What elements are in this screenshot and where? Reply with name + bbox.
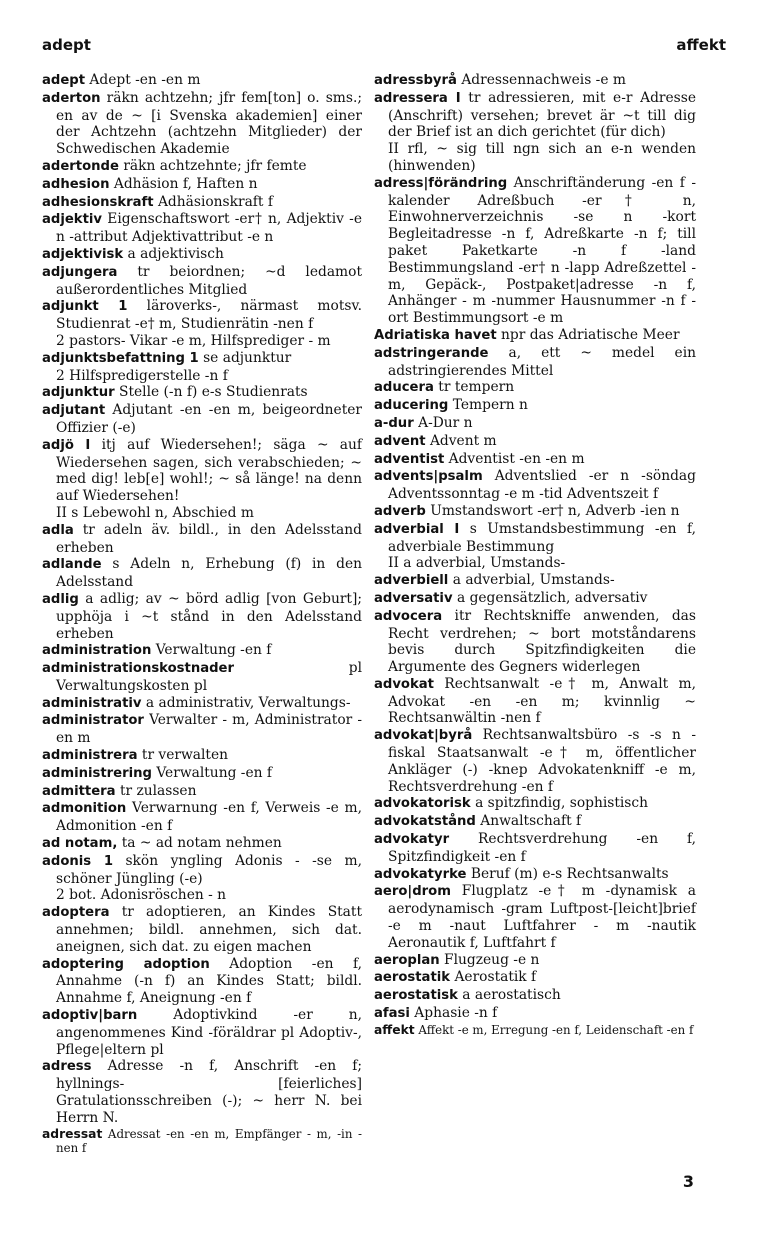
entry-headword: aducering (374, 398, 449, 414)
dictionary-entry (42, 1007, 362, 1058)
entry-headword: adertonde (42, 158, 119, 174)
entry-definition: itj auf Wiedersehen!; säga ~ auf Wiedersehen sagen, sich verabschieden; ~ med dig! leb[e] wohl!; ~ så länge! na denn auf Wiedersehen! (56, 436, 363, 505)
entry-definition: Verwaltung -en f (156, 764, 273, 781)
entry-definition: tr zulassen (119, 782, 197, 799)
dictionary-entry (42, 904, 362, 955)
entry-headword: aducera (374, 380, 434, 396)
dictionary-entry (374, 831, 696, 866)
entry-headword: administration (42, 643, 152, 659)
entry-headword: aeroplan (374, 952, 440, 968)
entry-headword: adonis 1 (42, 853, 113, 869)
dictionary-entry (374, 608, 696, 676)
entry-definition: Rechtsanwaltsbüro -s -s n -fiskal Staatsanwalt -e† m, öffentlicher Ankläger (-) -knep Advokatenkniff -e m, Rechtsverdrehung -en f (388, 727, 697, 795)
entry-headword: administrering (42, 765, 152, 781)
entry-definition: Adjutant -en -en m, beigeordneter Offizier (-e) (56, 402, 362, 436)
entry-definition: 2 Hilfspredigerstelle -n f (56, 367, 228, 384)
entry-definition: skön yngling Adonis - -se m, schöner Jüngling (-e) (56, 852, 362, 887)
entry-definition: Verwalter - m, Administrator -en m (56, 712, 362, 747)
entry-definition: a adjektivisch (127, 245, 224, 262)
dictionary-entry (374, 521, 696, 556)
entry-headword: affekt (374, 1022, 415, 1037)
entry-definition: 2 pastors- Vikar -e m, Hilfsprediger - m (56, 332, 331, 349)
entry-definition: Adventslied -er n -söndag Adventssonntag -e m -tid Adventszeit f (388, 468, 696, 503)
entry-headword: adlande (42, 557, 102, 573)
entry-headword: aerostatik (374, 970, 451, 986)
entry-definition: Verwarnung -en f, Verweis -e m, Admonition -en f (56, 800, 363, 835)
dictionary-entry (42, 1127, 362, 1155)
entry-definition: itr Rechtskniffe anwenden, das Recht verdrehen; ~ bort motståndarens bevis durch Spitzfindigkeiten die Argumente des Gegners widerlegen (388, 607, 696, 676)
entry-headword: adla (42, 522, 74, 538)
entry-definition: ta ~ ad notam nehmen (121, 835, 282, 852)
entry-definition: II s Lebewohl n, Abschied m (56, 504, 254, 521)
dictionary-entry (42, 853, 362, 888)
entry-definition: tr adoptieren, an Kindes Statt annehmen; bildl. annehmen, sich dat. aneignen, sich dat. zu eigen machen (56, 904, 362, 955)
entry-headword: adept (42, 73, 86, 88)
entry-definition: A-Dur n (418, 414, 473, 431)
dictionary-entry (374, 451, 696, 469)
entry-headword: adhesionskraft (42, 194, 154, 210)
dictionary-entry (374, 175, 696, 327)
dictionary-entry (42, 402, 362, 437)
entry-headword: administrativ (42, 695, 142, 711)
entry-definition: s Umstandsbestimmung -en f, adverbiale Bestimmung (388, 520, 696, 555)
entry-definition: Adept -en -en m (89, 72, 201, 88)
page-header (42, 36, 726, 60)
entry-headword: adress|förändring (374, 175, 508, 191)
entry-headword: advokat|byrå (374, 728, 473, 744)
entry-headword: adlig (42, 591, 79, 607)
entry-definition: s Adeln n, Erhebung (f) in den Adelsstand (56, 556, 362, 591)
entry-headword: adjutant (42, 403, 106, 419)
entry-definition: Tempern n (452, 397, 528, 414)
entry-headword: adjö I (42, 437, 91, 453)
entry-headword: aderton (42, 90, 101, 106)
dictionary-subentry (42, 505, 362, 522)
entry-headword: adressat (42, 1126, 103, 1141)
entry-headword: admonition (42, 801, 127, 817)
dictionary-subentry (374, 141, 696, 175)
entry-definition: Aphasie -n f (414, 1005, 498, 1022)
entry-definition: Umstandswort -er† n, Adverb -ien n (430, 502, 680, 519)
entry-definition: a adverbial, Umstands- (452, 572, 615, 589)
dictionary-entry (374, 72, 696, 90)
dictionary-entry (42, 556, 362, 591)
entry-headword: adjungera (42, 264, 118, 280)
entry-definition: npr das Adriatische Meer (501, 326, 680, 343)
entry-headword: advokatstånd (374, 814, 476, 830)
entry-definition: Anschriftänderung -en f -kalender Adreßbuch -er† n, Einwohnerverzeichnis -se n -kort Begleitadresse -n f, Adreßkarte -n f; till paket Paketkarte -n f -land Bestimmungsland -er† n -lapp Adreßzettel - m, Gepäck-, Postpaket|adresse -n f, Anhänger - m -nummer Hausnummer -n f -ort Bestimmungsort -e m (388, 174, 696, 327)
dictionary-entry (42, 90, 362, 158)
dictionary-entry (374, 433, 696, 451)
entry-headword: adversativ (374, 590, 453, 606)
entry-definition: a aerostatisch (462, 987, 561, 1004)
entry-definition: Aerostatik f (454, 969, 537, 986)
entry-headword: adjektivisk (42, 246, 124, 262)
entry-headword: advokatyr (374, 832, 450, 848)
entry-headword: adverbial I (374, 521, 460, 537)
entry-definition: II rfl, ~ sig till ngn sich an e-n wenden (hinwenden) (388, 141, 696, 174)
entry-headword: administrator (42, 713, 144, 729)
entry-definition: räkn achtzehn; jfr fem[ton] o. sms.; en av de ~ [i Svenska akademien] einer der Achtzehn (achtzehn Mitglieder) der Schwedischen Akademie (56, 89, 363, 158)
dictionary-entry (42, 350, 362, 368)
dictionary-entry (42, 747, 362, 765)
dictionary-entry (42, 783, 362, 801)
entry-headword: adverb (374, 503, 426, 519)
entry-definition: a spitzfindig, sophistisch (475, 795, 648, 812)
entry-definition: Eigenschaftswort -er† n, Adjektiv -e n -attribut Adjektivattribut -e n (56, 211, 362, 246)
dictionary-entry (374, 345, 696, 380)
dictionary-entry (42, 522, 362, 557)
entry-definition: Adhäsionskraft f (157, 193, 273, 210)
entry-definition: a administrativ, Verwaltungs- (145, 694, 351, 711)
entry-headword: ad notam, (42, 836, 118, 852)
entry-definition: II a adverbial, Umstands- (388, 555, 566, 572)
entry-definition: tr tempern (438, 379, 515, 396)
dictionary-subentry (42, 333, 362, 350)
entry-headword: advokat (374, 676, 434, 692)
entry-definition: Adoptivkind -er n, angenommenes Kind -föräldrar pl Adoptiv-, Pflege|eltern pl (56, 1007, 363, 1058)
entry-headword: admittera (42, 783, 116, 799)
entry-headword: advent (374, 433, 426, 449)
dictionary-entry (42, 264, 362, 299)
entry-definition: Adoption -en f, Annahme (-n f) an Kindes Statt; bildl. Annahme f, Aneignung -en f (56, 955, 362, 1007)
page-number: 3 (682, 1172, 694, 1191)
entry-headword: adressera I (374, 90, 461, 106)
entry-definition: Stelle (-n f) e-s Studienrats (119, 384, 308, 401)
dictionary-entry (374, 1023, 696, 1037)
dictionary-entry (42, 835, 362, 853)
entry-definition: Adhäsion f, Haften n (113, 175, 258, 192)
dictionary-entry (374, 468, 696, 503)
dictionary-entry (374, 969, 696, 987)
entry-headword: a-dur (374, 415, 414, 431)
entry-headword: adhesion (42, 176, 110, 192)
entry-headword: advokatyrke (374, 866, 467, 882)
entry-definition: Verwaltung -en f (155, 642, 272, 659)
dictionary-entry (42, 384, 362, 402)
dictionary-entry (42, 246, 362, 264)
entry-definition: Anwaltschaft f (480, 813, 582, 830)
entry-definition: Flugplatz -e† m -dynamisk a aerodynamisch -gram Luftpost-[leicht]brief -e m -naut Luftfahrer - m -nautik Aeronautik f, Luftfahrt f (388, 883, 696, 951)
entry-headword: adventist (374, 451, 445, 467)
dictionary-entry (42, 298, 362, 333)
entry-definition: tr beiordnen; ~d ledamot außerordentliches Mitglied (56, 263, 362, 298)
dictionary-entry (42, 211, 362, 246)
entry-headword: adverbiell (374, 573, 449, 589)
dictionary-entry (374, 590, 696, 608)
entry-definition: Adresse -n f, Anschrift -en f; hyllnings- [feierliches] Gratulationsschreiben (-); ~ herr N. bei Herrn N. (56, 1058, 363, 1126)
dictionary-entry (42, 437, 362, 505)
dictionary-entry (42, 72, 362, 90)
dictionary-entry (42, 765, 362, 783)
dictionary-entry (374, 379, 696, 397)
entry-definition: Beruf (m) e-s Rechtsanwalts (470, 865, 669, 882)
entry-definition: Advent m (429, 432, 497, 449)
entry-headword: administrationskostnader (42, 661, 234, 677)
dictionary-entry (374, 883, 696, 951)
dictionary-entry (42, 695, 362, 713)
entry-headword: adoptera (42, 905, 110, 921)
dictionary-entry (374, 866, 696, 884)
entry-definition: a gegensätzlich, adversativ (456, 589, 648, 606)
dictionary-entry (42, 194, 362, 212)
dictionary-entry (374, 795, 696, 813)
dictionary-entry (374, 1005, 696, 1023)
dictionary-entry (374, 90, 696, 141)
entry-headword: adjunktur (42, 385, 115, 401)
entry-headword: aero|drom (374, 884, 451, 900)
entry-definition: pl Verwaltungskosten pl (56, 660, 362, 694)
entry-headword: adressbyrå (374, 73, 457, 88)
entry-headword: adjunkt 1 (42, 299, 128, 315)
entry-definition: räkn achtzehnte; jfr femte (123, 157, 307, 174)
dictionary-entry (374, 572, 696, 590)
dictionary-entry (374, 397, 696, 415)
dictionary-entry (374, 676, 696, 727)
entry-headword: adstringerande (374, 345, 489, 361)
entry-headword: administrera (42, 748, 138, 764)
dictionary-entry (42, 660, 362, 695)
entry-headword: adress (42, 1059, 92, 1075)
entry-definition: 2 bot. Adonisröschen - n (56, 887, 227, 904)
left-column (42, 72, 362, 1155)
entry-definition: Rechtsverdrehung -en f, Spitzfindigkeit -en f (388, 831, 696, 865)
entry-headword: aerostatisk (374, 988, 458, 1004)
entry-definition: se adjunktur (203, 349, 292, 366)
entry-definition: a adlig; av ~ börd adlig [von Geburt]; upphöja i ~t stånd in den Adelsstand erheben (56, 590, 363, 642)
dictionary-entry (374, 327, 696, 345)
dictionary-entry (42, 800, 362, 835)
entry-headword: adjunktsbefattning 1 (42, 350, 199, 366)
entry-definition: Affekt -e m, Erregung -en f, Leidenschaft -en f (418, 1022, 694, 1037)
header-last-word: affekt (676, 36, 726, 54)
dictionary-entry (42, 956, 362, 1007)
entry-definition: tr adressieren, mit e-r Adresse (Anschrift) versehen; brevet är ~t till dig der Brief ist an dich gerichtet (für dich) (388, 89, 696, 141)
dictionary-entry (42, 712, 362, 747)
entry-headword: advents|psalm (374, 469, 483, 485)
dictionary-entry (42, 591, 362, 642)
entry-headword: afasi (374, 1006, 410, 1022)
entry-headword: advokatorisk (374, 796, 471, 812)
entry-definition: Adressennachweis -e m (461, 72, 626, 88)
dictionary-subentry (42, 368, 362, 385)
entry-headword: adoptering adoption (42, 956, 210, 972)
dictionary-entry (42, 642, 362, 660)
entry-headword: advocera (374, 608, 443, 624)
dictionary-entry (374, 813, 696, 831)
entry-definition: tr adeln äv. bildl., in den Adelsstand erheben (56, 521, 362, 556)
entry-headword: Adriatiska havet (374, 327, 497, 343)
dictionary-subentry (42, 887, 362, 904)
entry-headword: adoptiv|barn (42, 1008, 138, 1024)
header-first-word: adept (42, 36, 91, 54)
entry-definition: Adressat -en -en m, Empfänger - m, -in -nen f (56, 1126, 362, 1155)
dictionary-entry (374, 503, 696, 521)
dictionary-entry (374, 727, 696, 795)
dictionary-entry (374, 987, 696, 1005)
entry-definition: Rechtsanwalt -e† m, Anwalt m, Advokat -en -en m; kvinnlig ~ Rechtsanwältin -nen f (388, 675, 696, 727)
entry-definition: Adventist -en -en m (448, 450, 585, 467)
entry-definition: tr verwalten (141, 747, 229, 764)
right-column (374, 72, 696, 1037)
entry-definition: a, ett ~ medel ein adstringierendes Mittel (388, 344, 696, 379)
entry-definition: läroverks-, närmast motsv. Studienrat -e† m, Studienrätin -nen f (56, 298, 362, 333)
dictionary-entry (42, 1058, 362, 1126)
entry-headword: adjektiv (42, 212, 102, 228)
dictionary-entry (374, 952, 696, 970)
entry-definition: Flugzeug -e n (444, 951, 540, 968)
dictionary-entry (42, 158, 362, 176)
dictionary-subentry (374, 555, 696, 572)
dictionary-entry (42, 176, 362, 194)
dictionary-entry (374, 415, 696, 433)
